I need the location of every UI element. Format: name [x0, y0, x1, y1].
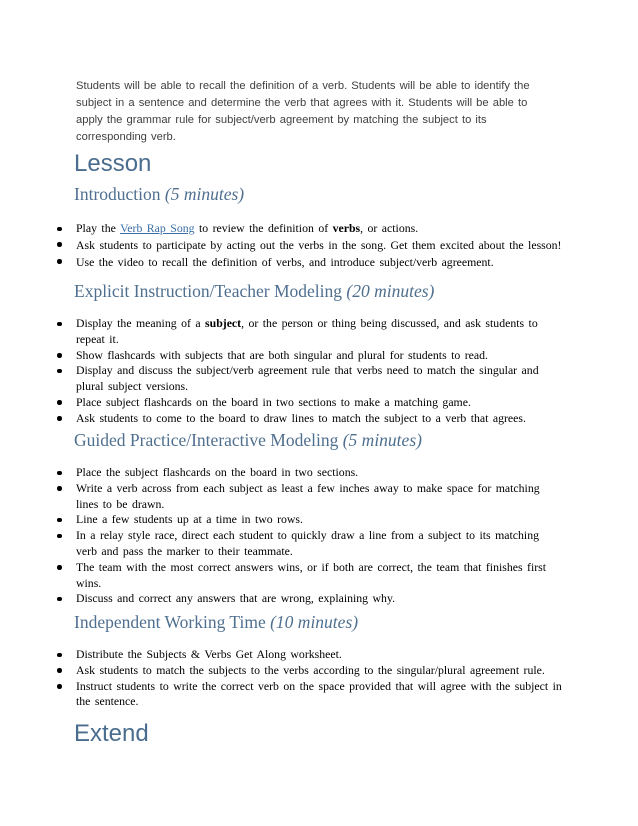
- explicit-list: [0, 316, 638, 427]
- list-item: Line a few students up at a time in two rows.: [0, 512, 562, 528]
- bullet-icon: [57, 565, 62, 570]
- list-item: Instruct students to write the correct verb on the space provided that will agree with the subject in the sentence.: [0, 679, 562, 711]
- guided-time: (5 minutes): [342, 430, 422, 450]
- bullet-icon: [57, 486, 62, 491]
- bullet-icon: [57, 353, 62, 358]
- introduction-list: [0, 221, 638, 270]
- explicit-time: (20 minutes): [346, 281, 435, 301]
- bullet-icon: [57, 322, 62, 327]
- list-item: Write a verb across from each subject as least a few inches away to make space for matching lines to be drawn.: [0, 481, 562, 513]
- lesson-heading: Lesson: [74, 150, 152, 177]
- list-item: Ask students to come to the board to draw lines to match the subject to a verb that agrees.: [0, 411, 562, 427]
- list-item: Ask students to participate by acting out the verbs in the song. Get them excited about the lesson!: [0, 237, 562, 254]
- bullet-icon: [57, 416, 62, 421]
- list-item: The team with the most correct answers wins, or if both are correct, the team that finishes first wins.: [0, 560, 562, 592]
- guided-list: [0, 465, 638, 607]
- introduction-time: (5 minutes): [164, 184, 245, 204]
- bullet-icon: [57, 227, 62, 232]
- bullet-icon: [57, 534, 62, 539]
- independent-heading: [74, 611, 358, 633]
- bullet-icon: [57, 471, 62, 476]
- bullet-icon: [57, 518, 62, 523]
- bullet-icon: [57, 369, 62, 374]
- bullet-icon: [57, 668, 62, 673]
- independent-time: (10 minutes): [270, 612, 359, 632]
- list-item: Place the subject flashcards on the board in two sections.: [0, 465, 562, 481]
- objectives-paragraph: Students will be able to recall the definition of a verb. Students will be able to identify the subject in a sentence and determine the verb that agrees with it. Students will be able to apply the grammar rule for subject/verb agreement by matching the subject to its corresponding verb.: [76, 80, 530, 143]
- guided-heading: [74, 429, 422, 451]
- explicit-title: Explicit Instruction/Teacher Modeling: [74, 281, 343, 301]
- list-item: Place subject flashcards on the board in two sections to make a matching game.: [0, 395, 562, 411]
- list-item: Display the meaning of a subject, or the person or thing being discussed, and ask students to repeat it.: [0, 316, 562, 348]
- list-item: Ask students to match the subjects to the verbs according to the singular/plural agreement rule.: [0, 663, 562, 679]
- introduction-heading: [74, 183, 244, 205]
- bullet-icon: [57, 684, 62, 689]
- list-item: Use the video to recall the definition of verbs, and introduce subject/verb agreement.: [0, 254, 562, 271]
- extend-heading: Extend: [74, 720, 149, 747]
- introduction-title: Introduction: [74, 184, 161, 204]
- bullet-icon: [57, 400, 62, 405]
- bullet-icon: [57, 259, 62, 264]
- list-item: Play the Verb Rap Song to review the definition of verbs, or actions.: [0, 221, 562, 237]
- list-item: Show flashcards with subjects that are both singular and plural for students to read.: [0, 348, 562, 364]
- list-item: In a relay style race, direct each student to quickly draw a line from a subject to its matching verb and pass the marker to their teammate.: [0, 528, 562, 560]
- independent-title: Independent Working Time: [74, 612, 266, 632]
- guided-title: Guided Practice/Interactive Modeling: [74, 430, 339, 450]
- list-item: Discuss and correct any answers that are wrong, explaining why.: [0, 591, 562, 607]
- list-item: Display and discuss the subject/verb agreement rule that verbs need to match the singular and plural subject versions.: [0, 363, 562, 395]
- explicit-heading: [74, 280, 434, 302]
- bullet-icon: [57, 597, 62, 602]
- bullet-icon: [57, 653, 62, 658]
- verb-rap-song-link[interactable]: Verb Rap Song: [120, 221, 195, 235]
- list-item: Distribute the Subjects & Verbs Get Along worksheet.: [0, 647, 562, 663]
- bullet-icon: [57, 242, 62, 247]
- independent-list: [0, 647, 638, 710]
